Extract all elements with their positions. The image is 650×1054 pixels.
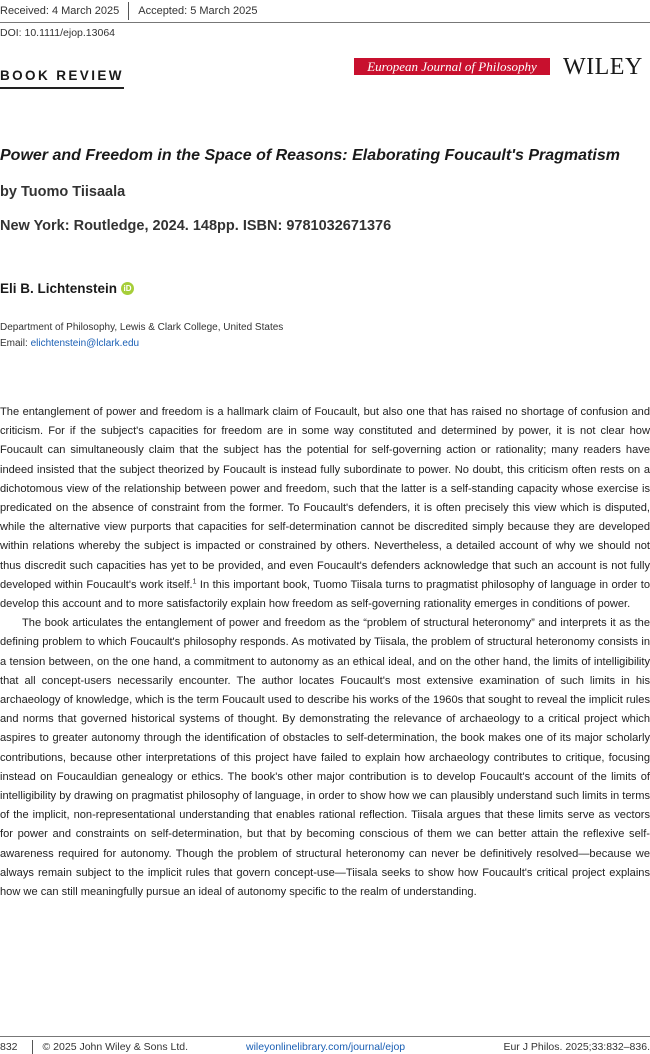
article-body (0, 403, 650, 902)
divider (128, 2, 129, 20)
header-rule (0, 22, 650, 23)
page-number: 832 (0, 1041, 18, 1053)
section-label: BOOK REVIEW (0, 68, 124, 89)
journal-logo: European Journal of Philosophy (354, 58, 550, 75)
received-date: Received: 4 March 2025 (0, 5, 120, 17)
orcid-icon[interactable]: iD (121, 282, 134, 295)
footer-rule (0, 1036, 650, 1037)
copyright: © 2025 John Wiley & Sons Ltd. (42, 1041, 189, 1053)
book-title: Power and Freedom in the Space of Reasons: Elaborating Foucault's Pragmatism (0, 147, 620, 164)
accepted-date: Accepted: 5 March 2025 (138, 5, 258, 17)
citation: Eur J Philos. 2025;33:832–836. (503, 1041, 650, 1053)
divider (32, 1040, 33, 1054)
publisher-logo: WILEY (563, 54, 643, 80)
journal-url[interactable]: wileyonlinelibrary.com/journal/ejop (246, 1041, 406, 1053)
paragraph-text: In this important book, Tuomo Tiisala turns to pragmatist philosophy of language in order to develop this account and to more satisfactorily explain how freedom as self-governing rationality emerges in conditions of power. (0, 578, 650, 611)
footer (0, 1040, 650, 1054)
book-author: by Tuomo Tiisaala (0, 184, 126, 200)
paragraph (0, 403, 650, 614)
article-dates (0, 2, 257, 20)
paragraph: The book articulates the entanglement of power and freedom as the “problem of structural heteronomy” and interprets it as the defining problem to which Foucault's philosophy responds. As motivated by Tiisala, the problem of structural heteronomy consists in a tension between, on the one hand, a commitment to autonomy as an ethical ideal, and on the other hand, the limits of intelligibility that all concept-users necessarily encounter. The author locates Foucault's most extensive examination of such limits in his archaeology of knowledge, which is the term Foucault used to describe his works of the 1960s that sought to reveal the implicit rules and norms that governed historical systems of thought. By demonstrating the relevance of archaeology to a critical project which aspires to greater autonomy through the identification of obstacles to self-determination, the book makes one of its major scholarly contributions, because other interpretations of this project have failed to explain how archaeology contributes to critique, focusing instead on Foucauldian genealogy or ethics. The book's other major contribution is to develop Foucault's account of the limits of intelligibility by drawing on pragmatist philosophy of language, in order to show how we can plausibly understand such limits in terms of the implicit, non-representational understanding that enables rational reflection. Tiisala argues that these limits serve as vectors for power and constraints on self-determination, but that by becoming conscious of them we can better attain the reflexive self-awareness required for autonomy. Though the problem of structural heteronomy can never be definitively resolved—because we always remain subject to the implicit rules that govern concept-use—Tiisala seeks to show how Foucault's critical project explains how we can still meaningfully pursue an ideal of autonomy specific to the realm of understanding. (0, 617, 650, 899)
reviewer (0, 281, 134, 296)
paragraph-text: The entanglement of power and freedom is a hallmark claim of Foucault, but also one that has raised no shortage of confusion and criticism. For if the subject's capacities for freedom are in some way constituted and determined by power, it is not clear how Foucault can simultaneously claim that the subject has the potential for self-governing action or rationality; many readers have indeed insisted that the subject theorized by Foucault is instead fully subordinate to power. No doubt, this criticism often rests on a dichotomous view of the relationship between power and freedom, such that the latter is a self-standing capacity whose exercise is predicated on the absence of constraint from the former. To Foucault's defenders, it is often precisely this view which is disputed, while the alternative view purports that capacities for self-determination cannot be discredited simply because they are developed within relations whereby the subject is impacted or constrained by others. Nevertheless, a detailed account of why we should not thus discredit such capacities has yet to be provided, and even Foucault's defenders acknowledge that such an account is not fully developed within Foucault's work itself. (0, 406, 650, 591)
doi: DOI: 10.1111/ejop.13064 (0, 27, 116, 39)
affiliation: Department of Philosophy, Lewis & Clark College, United States (0, 322, 284, 333)
reviewer-name: Eli B. Lichtenstein (0, 281, 118, 296)
book-publication: New York: Routledge, 2024. 148pp. ISBN: 9781032671376 (0, 218, 392, 234)
footnote-ref[interactable]: 1 (192, 578, 197, 586)
affiliation-block (0, 320, 283, 352)
email-label: Email: (0, 338, 31, 349)
email-link[interactable]: elichtenstein@lclark.edu (30, 338, 140, 349)
